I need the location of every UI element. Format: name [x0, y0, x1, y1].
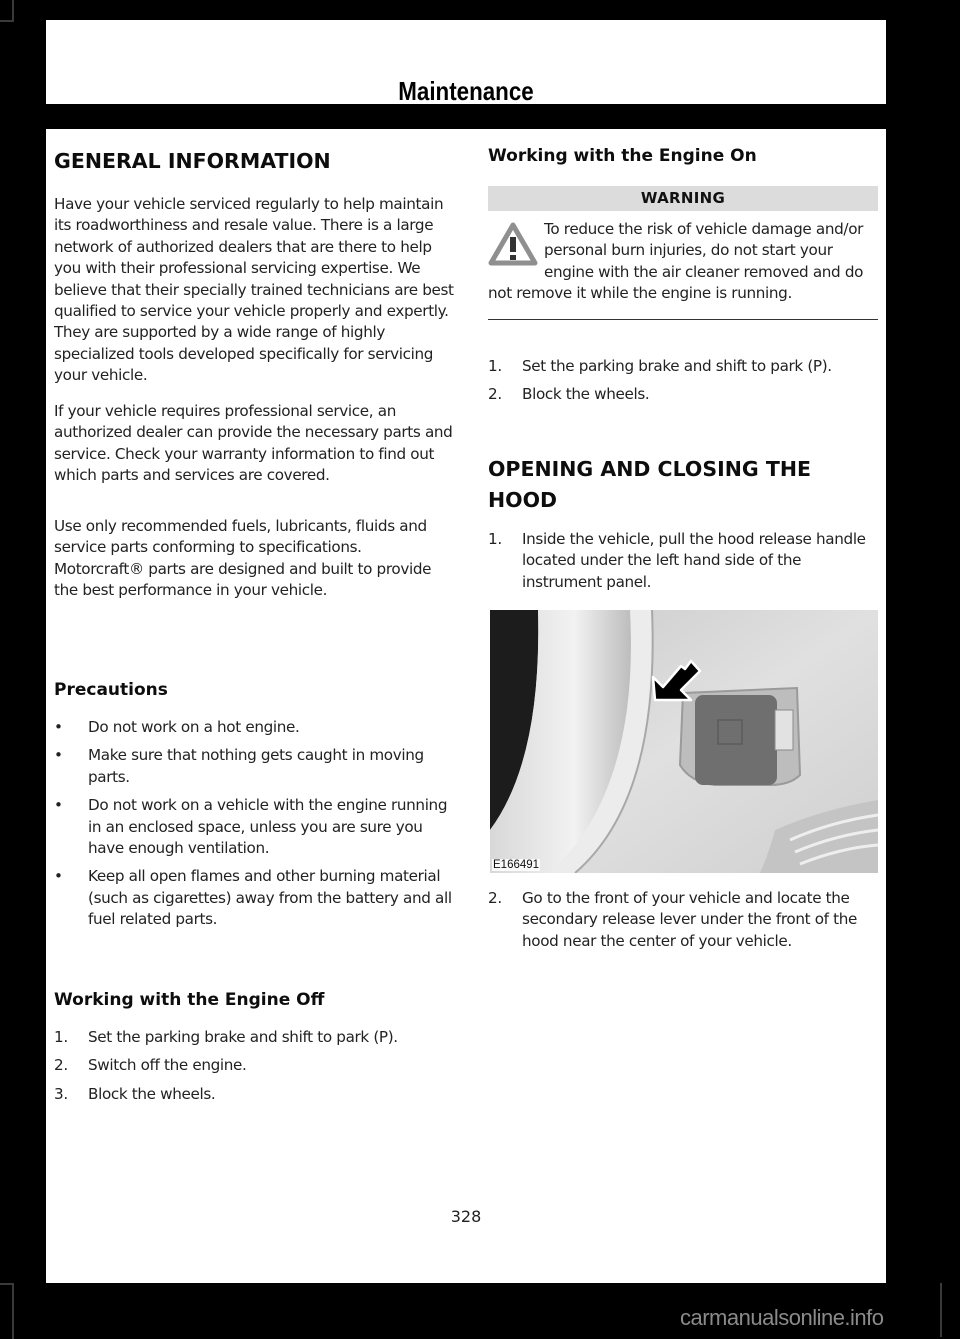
crop-mark-top-left: [0, 0, 14, 22]
watermark: carmanualsonline.info: [680, 1305, 884, 1330]
section-title: Maintenance: [398, 76, 534, 106]
paragraph-professional-service: If your vehicle requires professional service, an authorized dealer can provide the necessary parts and service. Check your warranty information to find out which parts and services are covered.: [54, 402, 453, 485]
precautions-list: [54, 717, 454, 931]
list-item: • Do not work on a hot engine.: [54, 717, 454, 738]
warning-text: To reduce the risk of vehicle damage and/or personal burn injuries, do not start your engine with the air cleaner removed and do not remove it while the engine is running.: [488, 220, 864, 303]
list-item: 2. Switch off the engine.: [54, 1056, 247, 1075]
list-item: 1. Inside the vehicle, pull the hood release handle located under the left hand side of the instrument panel.: [488, 530, 866, 591]
list-item: 1. Set the parking brake and shift to park (P).: [488, 357, 832, 375]
list-item: • Do not work on a vehicle with the engine running in an enclosed space, unless you are sure you have enough ventilation.: [54, 796, 448, 858]
list-item: • Make sure that nothing gets caught in moving parts.: [54, 746, 424, 786]
engine-off-steps: [54, 1027, 454, 1105]
list-item: 2. Block the wheels.: [488, 385, 650, 404]
page-header: [46, 20, 886, 104]
warning-box: [488, 186, 878, 320]
heading-general-information: GENERAL INFORMATION: [54, 149, 331, 173]
paragraph-recommended-fuels: Use only recommended fuels, lubricants, fluids and service parts conforming to specifications. Motorcraft® parts are designed and built to provide the best performance in your vehicle.: [54, 517, 432, 600]
heading-precautions: Precautions: [54, 680, 168, 700]
divider: [488, 319, 878, 320]
list-item: 3. Block the wheels.: [54, 1084, 216, 1103]
hood-step-2: [488, 888, 878, 952]
heading-engine-off: Working with the Engine Off: [54, 990, 325, 1010]
hood-step-1: [488, 529, 878, 593]
warning-label: WARNING: [488, 186, 878, 211]
bullet: •: [54, 746, 63, 765]
engine-on-steps: [488, 356, 878, 406]
heading-opening-closing-hood: OPENING AND CLOSING THE HOOD: [488, 457, 811, 512]
list-item: • Keep all open flames and other burning material (such as cigarettes) away from the battery and all fuel related parts.: [54, 867, 452, 929]
figure-label: E166491: [493, 859, 540, 871]
heading-engine-on: Working with the Engine On: [488, 146, 757, 166]
bullet: •: [54, 867, 63, 886]
crop-mark-bottom-right: [940, 1283, 942, 1337]
list-item: 2. Go to the front of your vehicle and locate the secondary release lever under the front of the hood near the center of your vehicle.: [488, 889, 858, 950]
bullet: •: [54, 796, 63, 815]
crop-mark-bottom-left: [0, 1283, 14, 1339]
manual-page: [46, 129, 886, 1283]
bullet: •: [54, 718, 63, 736]
warning-triangle-icon: [488, 222, 538, 266]
page-number: 328: [450, 1207, 482, 1226]
paragraph-service-regularly: Have your vehicle serviced regularly to help maintain its roadworthiness and resale value. There is a large network of authorized dealers that are there to help you with their professional servicing expertise. We believe that their specially trained technicians are best qualified to service your vehicle properly and expertly. They are supported by a wide range of highly specialized tools developed specifically for servicing your vehicle.: [54, 195, 454, 385]
list-item: 1. Set the parking brake and shift to park (P).: [54, 1028, 398, 1046]
hood-release-illustration: [490, 610, 878, 873]
hood-release-figure: [490, 610, 878, 873]
